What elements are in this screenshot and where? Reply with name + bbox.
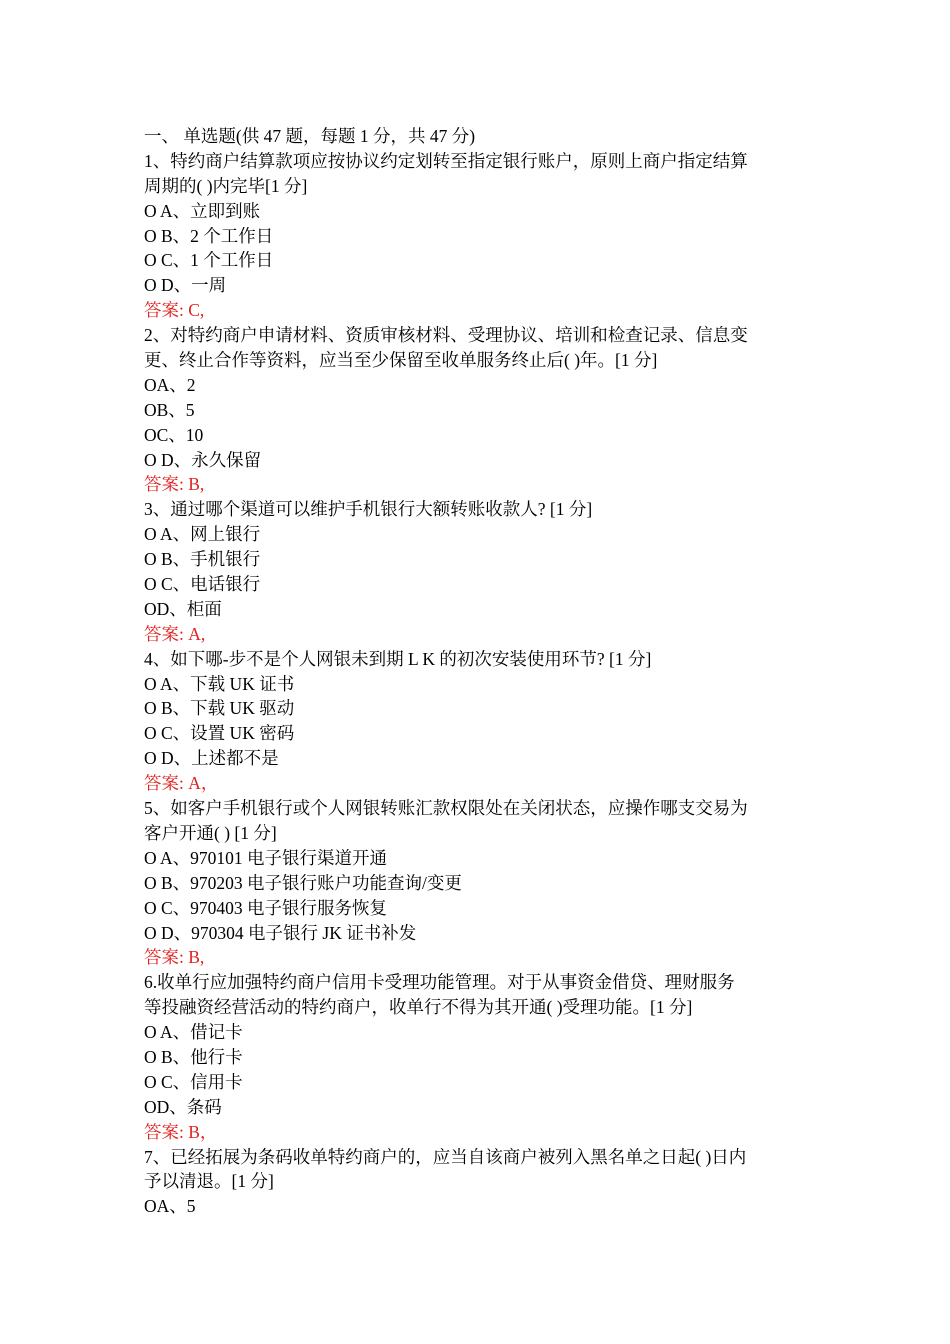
option-a: OA、2	[144, 374, 196, 395]
option-b: O B、2 个工作日	[144, 225, 274, 246]
question-stem-line: 更、终止合作等资料，应当至少保留至收单服务终止后( )年。[1 分]	[144, 350, 658, 371]
answer-line: 答案: A,	[144, 623, 206, 644]
question-stem-line: 4、如下哪-步不是个人网银未到期 L K 的初次安装使用环节? [1 分]	[144, 648, 652, 669]
option-a: O A、970101 电子银行渠道开通	[144, 847, 388, 868]
option-c: OC、10	[144, 424, 204, 445]
option-a: O A、立即到账	[144, 200, 261, 221]
section-title: 一、 单选题(供 47 题，每题 1 分，共 47 分)	[144, 126, 476, 146]
question-stem-line: 予以清退。[1 分]	[144, 1171, 274, 1192]
question-6	[144, 970, 812, 1144]
question-stem-line: 2、对特约商户申请材料、资质审核材料、受理协议、培训和检查记录、信息变	[144, 325, 748, 346]
option-c: O C、1 个工作日	[144, 250, 274, 271]
question-stem-line: 等投融资经营活动的特约商户，收单行不得为其开通( )受理功能。[1 分]	[144, 997, 693, 1018]
option-a: O A、网上银行	[144, 524, 261, 545]
option-d: OD、条码	[144, 1096, 222, 1117]
option-d: O D、永久保留	[144, 449, 262, 470]
option-d: O D、一周	[144, 275, 227, 296]
question-stem-line: 6.收单行应加强特约商户信用卡受理功能管理。对于从事资金借贷、理财服务	[144, 972, 735, 993]
question-stem-line: 5、如客户手机银行或个人网银转账汇款权限处在关闭状态，应操作哪支交易为	[144, 798, 748, 819]
option-b: O B、下载 UK 驱动	[144, 698, 295, 719]
option-c: O C、电话银行	[144, 574, 261, 595]
option-c: O C、设置 UK 密码	[144, 723, 295, 744]
answer-line: 答案: A，	[144, 773, 219, 794]
answer-line: 答案: B,	[144, 474, 205, 495]
option-b: O B、手机银行	[144, 549, 261, 570]
question-stem-line: 3、通过哪个渠道可以维护手机银行大额转账收款人? [1 分]	[144, 499, 593, 520]
question-7	[144, 1145, 812, 1220]
document-page	[144, 124, 812, 1219]
answer-line: 答案: C,	[144, 300, 205, 321]
question-stem-line: 客户开通( ) [1 分]	[144, 822, 277, 843]
option-a: OA、5	[144, 1196, 196, 1217]
option-a: O A、下载 UK 证书	[144, 673, 295, 694]
question-5	[144, 796, 812, 970]
answer-line: 答案: B,	[144, 947, 205, 968]
option-d: OD、柜面	[144, 598, 222, 619]
question-4	[144, 647, 812, 796]
option-d: O D、上述都不是	[144, 748, 279, 769]
question-2	[144, 323, 812, 497]
option-a: O A、借记卡	[144, 1022, 243, 1043]
question-stem-line: 周期的( )内完毕[1 分]	[144, 175, 308, 196]
option-c: O C、信用卡	[144, 1071, 243, 1092]
option-b: O B、970203 电子银行账户功能查询/变更	[144, 872, 462, 893]
answer-line: 答案: B，	[144, 1121, 218, 1142]
question-3	[144, 497, 812, 646]
question-1	[144, 149, 812, 323]
question-stem-line: 7、已经拓展为条码收单特约商户的，应当自该商户被列入黑名单之日起( )日内	[144, 1146, 747, 1167]
option-b: OB、5	[144, 399, 195, 420]
option-c: O C、970403 电子银行服务恢复	[144, 897, 388, 918]
option-d: O D、970304 电子银行 JK 证书补发	[144, 922, 417, 943]
option-b: O B、他行卡	[144, 1046, 243, 1067]
question-stem-line: 1、特约商户结算款项应按协议约定划转至指定银行账户，原则上商户指定结算	[144, 150, 748, 171]
